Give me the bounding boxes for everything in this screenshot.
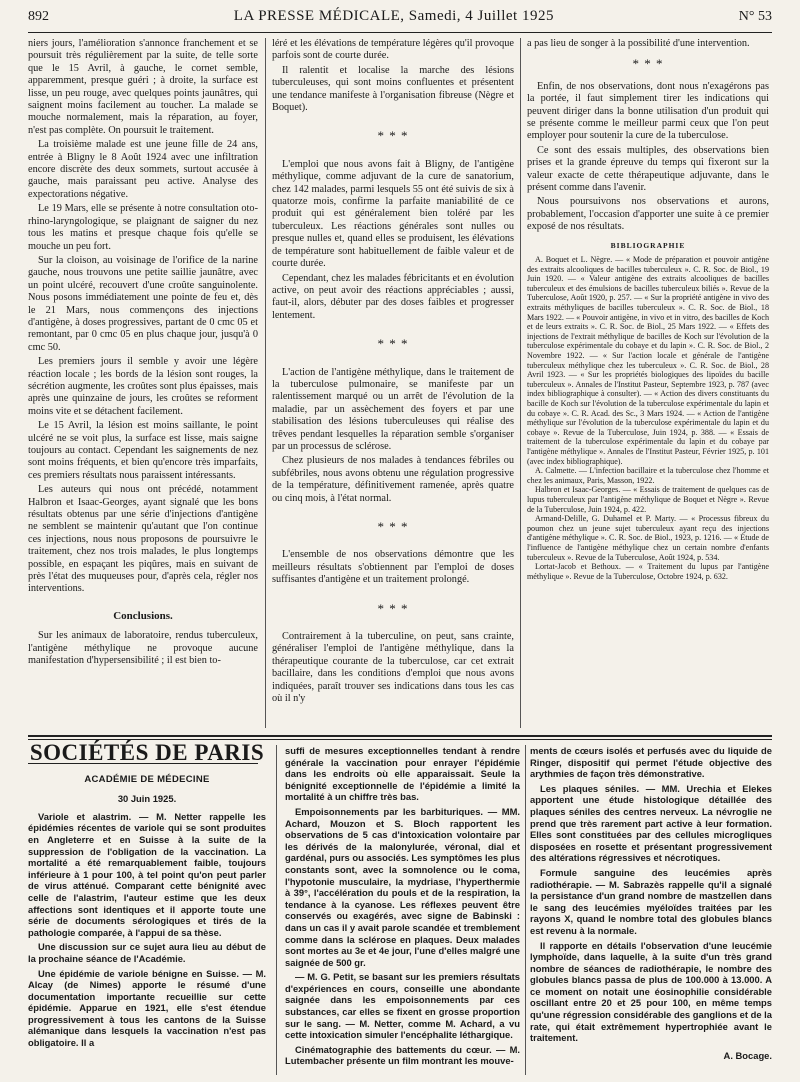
column-divider	[525, 745, 526, 1075]
report-paragraph	[530, 940, 772, 1044]
session-date: 30 Juin 1925.	[117, 793, 177, 805]
bibliography-entry: Halbron et Isaac-Georges. — « Essais de traitement de quelques cas de lupus tuberculeux par l'antigène méthylique de Boquet et Nègre ». Revue de la Tuberculose, Juin 1924, p. 422.	[527, 485, 769, 514]
report-paragraph	[530, 867, 772, 937]
report-paragraph	[28, 941, 266, 964]
report-paragraph	[285, 1044, 520, 1067]
paragraph: Les premiers jours il semble y avoir une légère réaction locale ; les bords de la lésion sont rouges, la sécrétion augmente, les croûtes sont plus épaisses, mais après une quinzaine de jours, les croûtes se reforment moins vite et se détachent facilement.	[28, 356, 258, 417]
conclusions-heading: Conclusions.	[113, 609, 173, 622]
paragraph: Le 15 Avril, la lésion est moins saillante, le point ulcéré ne se voit plus, la surface est lisse, mais saigne toujours au contact. Cependant les saignements de nez sont moins fréquents, et bien qu'encore très imparfaits, ces premiers résultats nous paraissent intéressants.	[28, 420, 258, 481]
societes-column-3	[530, 745, 772, 1061]
article-column-2	[272, 38, 514, 707]
paragraph: La troisième malade est une jeune fille de 24 ans, entrée à Bligny le 8 Août 1924 avec une infiltration encore discrète des deux sommets, surtout accusée à gauche, mais paraissant peu active. Analyse des expectorations négative.	[28, 139, 258, 200]
report-text: — M. Sabrazès rappelle qu'il a signalé la persistance d'un grand nombre de mastzellen dans le sang des leucémies myéloïdes traitées par les rayons X, quand le nombre total des globules blancs est revenu à la normale.	[530, 878, 772, 936]
bibliography-entry: Armand-Delille, G. Duhamel et P. Marty. — « Processus fibreux du poumon chez un jeune sujet tuberculeux ayant reçu des injections d'antigène méthylique ». C. R. Soc. de Biol., 1923, p. 1216. — « Étude de l'influence de l'antigène méthylique chez un certain nombre d'enfants tuberculeux ». Revue de la Tuberculose, Août 1924, p. 534.	[527, 514, 769, 562]
report-paragraph	[285, 745, 520, 803]
article-column-3	[527, 38, 769, 581]
report-heading: Cinématographie des battements du cœur.	[295, 1043, 492, 1055]
societes-column-1	[28, 740, 267, 1052]
page-number: 892	[28, 9, 49, 24]
report-heading: Variole et alastrim.	[38, 810, 132, 822]
publication-title: LA PRESSE MÉDICALE, Samedi, 4 Juillet 1925	[233, 8, 554, 24]
societes-column-2	[285, 745, 520, 1070]
bibliography	[527, 255, 769, 581]
page-header	[28, 8, 772, 30]
report-heading: Les plaques séniles.	[540, 782, 640, 794]
paragraph: léré et les élévations de température légères qu'il provoque parfois sont de courte durée.	[272, 38, 514, 62]
bibliography-entry: A. Boquet et L. Nègre. — « Mode de préparation et pouvoir antigène des extraits alcooliques de bacilles tuberculeux ». C. R. Soc. de Biol., 19 Juin 1920. — « Valeur antigène des extraits alcooliques de bacilles tuberculeux et des émulsions de bacilles tuberculeux biliés ». Revue de la Tuberculose, Août 1920, p. 257. — « Sur la propriété antigène in vivo des extraits méthyliques de bacilles tuberculeux ». C. R. Soc. de Biol., 18 Mars 1922. — « Pouvoir antigène, in vivo et in vitro, des bacilles de Koch et de leurs extraits ». C. R. Soc. de Biol., 25 Mars 1922. — « Effets des injections de l'extrait méthylique de bacilles de Koch sur l'évolution de la tuberculose expérimentale du cobaye et du lapin ». C. R. Soc. de Biol., 2 Novembre 1922. — « Sur l'action locale et générale de l'antigène tuberculeux méthylique chez les tuberculeux ». C. R. Soc. de Biol., 28 Avril 1923. — « Sur les propriétés biologiques des lipoïdes du bacille tuberculeux ». Annales de l'Institut Pasteur, Septembre 1923, p. 787 (avec index bibliographique à consulter). — « Action des divers constituants du bacille de Koch sur l'évolution de la tuberculose expérimentale du lapin et du cobaye ». C. R. Acad. des Sc., 3 Mars 1924. — « Action de l'antigène méthylique sur l'évolution de la tuberculose expérimentale du lapin et du cobaye ». Revue de la Tuberculose, Juin 1924, p. 388. — « Essais de traitement de la tuberculose expérimentale du lapin et du cobaye par l'antigène méthylique ». Annales de l'Institut Pasteur, Février 1925, p. 101 (avec index bibliographique).	[527, 255, 769, 466]
paragraph: L'action de l'antigène méthylique, dans le traitement de la tuberculose pulmonaire, se manifeste par un ralentissement marqué ou un arrêt de l'évolution de la maladie, par un assèchement des foyers et par une stabilisation des lésions tuberculeuses qui réalise des trêves pendant lesquelles la réparation semble s'organiser par un processus de sclérose.	[272, 366, 514, 452]
paragraph: Le 19 Mars, elle se présente à notre consultation oto-rhino-laryngologique, se plaignant de saigner du nez tous les matins et presque chaque fois qu'elle se mouche un peu fort.	[28, 203, 258, 252]
paragraph: niers jours, l'amélioration s'annonce franchement et se poursuit très régulièrement par la suite, de telle sorte que le 15 Avril, à gauche, le cornet semble, apparemment, presque guéri ; à droite, la surface est lisse, un peu rouge, avec quelques points jaunâtres, qui saignent moins facilement au toucher. La malade se mouche normalement, mais la réparation, au foyer, n'est pas complète. On poursuit le traitement.	[28, 38, 258, 136]
paragraph: Nous poursuivons nos observations et aurons, probablement, l'occasion d'apporter une suite à ce premier exposé de nos résultats.	[527, 196, 769, 233]
paragraph: a pas lieu de songer à la possibilité d'une intervention.	[527, 38, 750, 49]
bibliography-heading: BIBLIOGRAPHIE	[610, 240, 686, 250]
paragraph: Sur la cloison, au voisinage de l'orifice de la narine gauche, nous trouvons une petite saillie jaunâtre, avec un point ulcéré, recouvert d'une croûte sanguinolente. Nous posons immédiatement une pointe de feu et, dès le 21 Mars, nous commençons des injections d'antigène, à doses progressives, partant de 0 cmc 05 et remontant, par 0 cmc 05 en plus chaque jour, jusqu'à 0 cmc 50.	[28, 254, 258, 353]
paragraph: Sur les animaux de laboratoire, rendus tuberculeux, l'antigène méthylique ne provoque aucune manifestation d'hypersensibilité ; il est bien to-	[28, 630, 258, 667]
report-text: suffi de mesures exceptionnelles tendant à rendre générale la vaccination pour enrayer l'épidémie dans les endroits où elle apparaissait. Seule la bénignité exceptionnelle de l'épidémie a limité la mortalité à un chiffre très bas.	[285, 745, 520, 803]
section-separator: * * *	[377, 128, 409, 144]
report-heading: Une épidémie de variole bénigne en Suisse.	[38, 967, 239, 979]
section-separator: * * *	[377, 519, 409, 534]
report-paragraph	[285, 971, 520, 1041]
section-separator: * * *	[377, 600, 409, 616]
column-divider	[276, 745, 277, 1075]
paragraph: Cependant, chez les malades fébricitants et en évolution active, on peut avoir des réactions appréciables ; aussi, faut-il, alors, débuter par des doses faibles et progresser lentement.	[272, 272, 514, 321]
report-paragraph	[28, 968, 266, 1049]
report-paragraph	[530, 783, 772, 864]
academy-heading: ACADÉMIE DE MÉDECINE	[84, 773, 210, 785]
paragraph: Les auteurs qui nous ont précédé, notamment Halbron et Isaac-Georges, ayant signalé que les bons résultats obtenus par une série d'injections d'antigène ne semblent se maintenir qu'autant que l'on continue ces injections, nous nous proposons de poursuivre le traitement, chez nos trois malades, le plus longtemps possible, en espaçant les piqûres, mais en suivant de près l'état des muqueuses pour, d'après cela, régler nos interventions.	[28, 484, 258, 595]
author-signature: A. Bocage.	[723, 1049, 772, 1061]
issue-number: N° 53	[738, 9, 772, 24]
article-column-1	[28, 38, 258, 670]
paragraph: Il ralentit et localise la marche des lésions tuberculeuses, qui sont moins confluentes et présentent une tendance manifeste à l'organisation fibreuse (Nègre et Boquet).	[272, 64, 514, 114]
column-divider	[265, 38, 266, 728]
section-title: SOCIÉTÉS DE PARIS	[29, 740, 265, 765]
report-text: — M. Lutembacher présente un film montrant les mouve-	[285, 1043, 521, 1067]
report-text: — M. Alcay (de Nimes) apporte le résumé d'une documentation importante recueillie sur cette épidémie. Apparue en 1921, elle s'est étendue progressivement à tous les cantons de la Suisse alémanique dans lesquels la vaccination n'est pas obligatoire. Il a	[28, 967, 267, 1049]
paragraph: Ce sont des essais multiples, des observations bien prises et la grande épreuve du temps qui fixeront sur la valeur exacte de cette thérapeutique adjuvante, dans le présent comme dans l'avenir.	[527, 144, 769, 194]
report-heading: Empoisonnements par les barbituriques.	[295, 805, 484, 817]
paragraph: Chez plusieurs de nos malades à tendances fébriles ou subfébriles, nous avons obtenu une régulation progressive de la température, définitivement ramenée, après quatre ou cinq mois, à l'état normal.	[272, 455, 514, 504]
report-text: Il rapporte en détails l'observation d'une leucémie lymphoïde, dans laquelle, à la suite d'un très grand nombre de séances de radiothérapie, le nombre des globules blancs passa de plus de 100.000 à 13.000. A ce moment on notait une éosinophilie considérable oscillant entre 20 et 25 pour 100, en même temps qu'une régression considérable des ganglions et de la rate, qui était extrêmement hypertrophiée avant le traitement.	[530, 939, 772, 1044]
paragraph: Enfin, de nos observations, dont nous n'exagérons pas la portée, il faut simplement tirer les indications qui peuvent diriger dans la bonne utilisation d'un produit qui se présente comme le meilleur parmi ceux que l'on peut employer pour soutenir la cure de la tuberculose.	[527, 80, 769, 142]
paragraph: Contrairement à la tuberculine, on peut, sans crainte, généraliser l'emploi de l'antigène méthylique, dans la thérapeutique courante de la tuberculose, car cet extrait bacillaire, dans les conditions d'emploi que nous avons indiquées, paraît trouver ses indications dans tous les cas où il n'y	[272, 631, 514, 705]
report-paragraph	[28, 811, 266, 939]
report-text: ments de cœurs isolés et perfusés avec du liquide de Ringer, dispositif qui permet l'étude objective des arythmies de façon très démonstrative.	[530, 745, 772, 780]
column-divider	[520, 38, 521, 728]
report-text: — M. Netter rappelle les épidémies récentes de variole qui se sont produites en Angleterre et en Suisse à la suite de la suppression de l'obligation de la vaccination. La mortalité a été remarquablement faible, toujours inférieure à 1 pour 100, à tel point qu'on peut parler de virus atténué. Comparant cette bénignité avec celle de l'alastrim, l'auteur estime que les deux affections sont identiques et il apporte toute une série de documents sérologiques et tirés de la pathologie comparée, à l'appui de sa thèse.	[28, 810, 266, 938]
section-rule	[28, 735, 772, 737]
report-text: Une discussion sur ce sujet aura lieu au début de la prochaine séance de l'Académie.	[28, 941, 266, 964]
bibliography-entry: A. Calmette. — L'infection bacillaire et la tuberculose chez l'homme et chez les animaux, Paris, Masson, 1922.	[527, 466, 769, 485]
bibliography-entry: Lortat-Jacob et Bethoux. — « Traitement du lupus par l'antigène méthylique ». Revue de la Tuberculose, Octobre 1924, p. 632.	[527, 562, 769, 581]
header-rule	[28, 32, 772, 33]
report-paragraph	[530, 745, 772, 780]
report-paragraph	[285, 806, 520, 968]
report-text: — M. G. Petit, se basant sur les premiers résultats d'expériences en cours, conseille une abondante saignée dans les empoisonnements par ces substances, car elles se fixent en grosse proportion sur le sang. — M. Netter, comme M. Achard, a vu cette intoxication simuler l'encéphalite léthargique.	[285, 971, 520, 1041]
section-separator: * * *	[377, 336, 409, 352]
paragraph: L'ensemble de nos observations démontre que les meilleurs résultats s'obtiennent par l'emploi de doses suffisantes d'antigène et un traitement prolongé.	[272, 549, 514, 586]
report-text: — MM. Achard, Mouzon et S. Bloch rapportent les observations de 5 cas d'intoxication volontaire par les dérivés de la malonylurée, véronal, dial et gardénal, purs ou associés. Les symptômes les plus constants sont, avec la somnolence ou le coma, l'hypotonie musculaire, la mydriase, l'hyperthermie à 39°, l'accélération du pouls et de la respiration, la tendance à la cyanose. Les réflexes peuvent être conservés ou exagérés, avec signe de Babinski : dans un cas il y avait parole scandée et tremblement comme dans la sclérose en plaques. Deux malades sont mortes au 3e et 4e jour, l'une d'elles malgré une saignée de 500 gr.	[285, 805, 521, 968]
report-text: — MM. Urechia et Elekes apportent une étude histologique détaillée des plaques séniles des centres nerveux. La névroglie ne prend que très rarement part active à leur formation. Elles sont constituées par des cellules microgliques disposées en rosette et présentant progressivement des altérations régressives et nécrotiques.	[530, 782, 772, 864]
paragraph: L'emploi que nous avons fait à Bligny, de l'antigène méthylique, comme adjuvant de la cure de sanatorium, chez 142 malades, parmi lesquels 55 ont été suivis de six à quatorze mois, confirme la parfaite maniabilité de ce produit qui est généralement bien toléré par les tuberculeux. Les réactions générales sont nulles ou presque nulles et, quand elles se produisent, les élévations de température sont habituellement de faible valeur et de courte durée.	[272, 158, 514, 270]
section-separator: * * *	[632, 56, 664, 72]
report-heading: Formule sanguine des leucémies après radiothérapie.	[530, 866, 772, 890]
